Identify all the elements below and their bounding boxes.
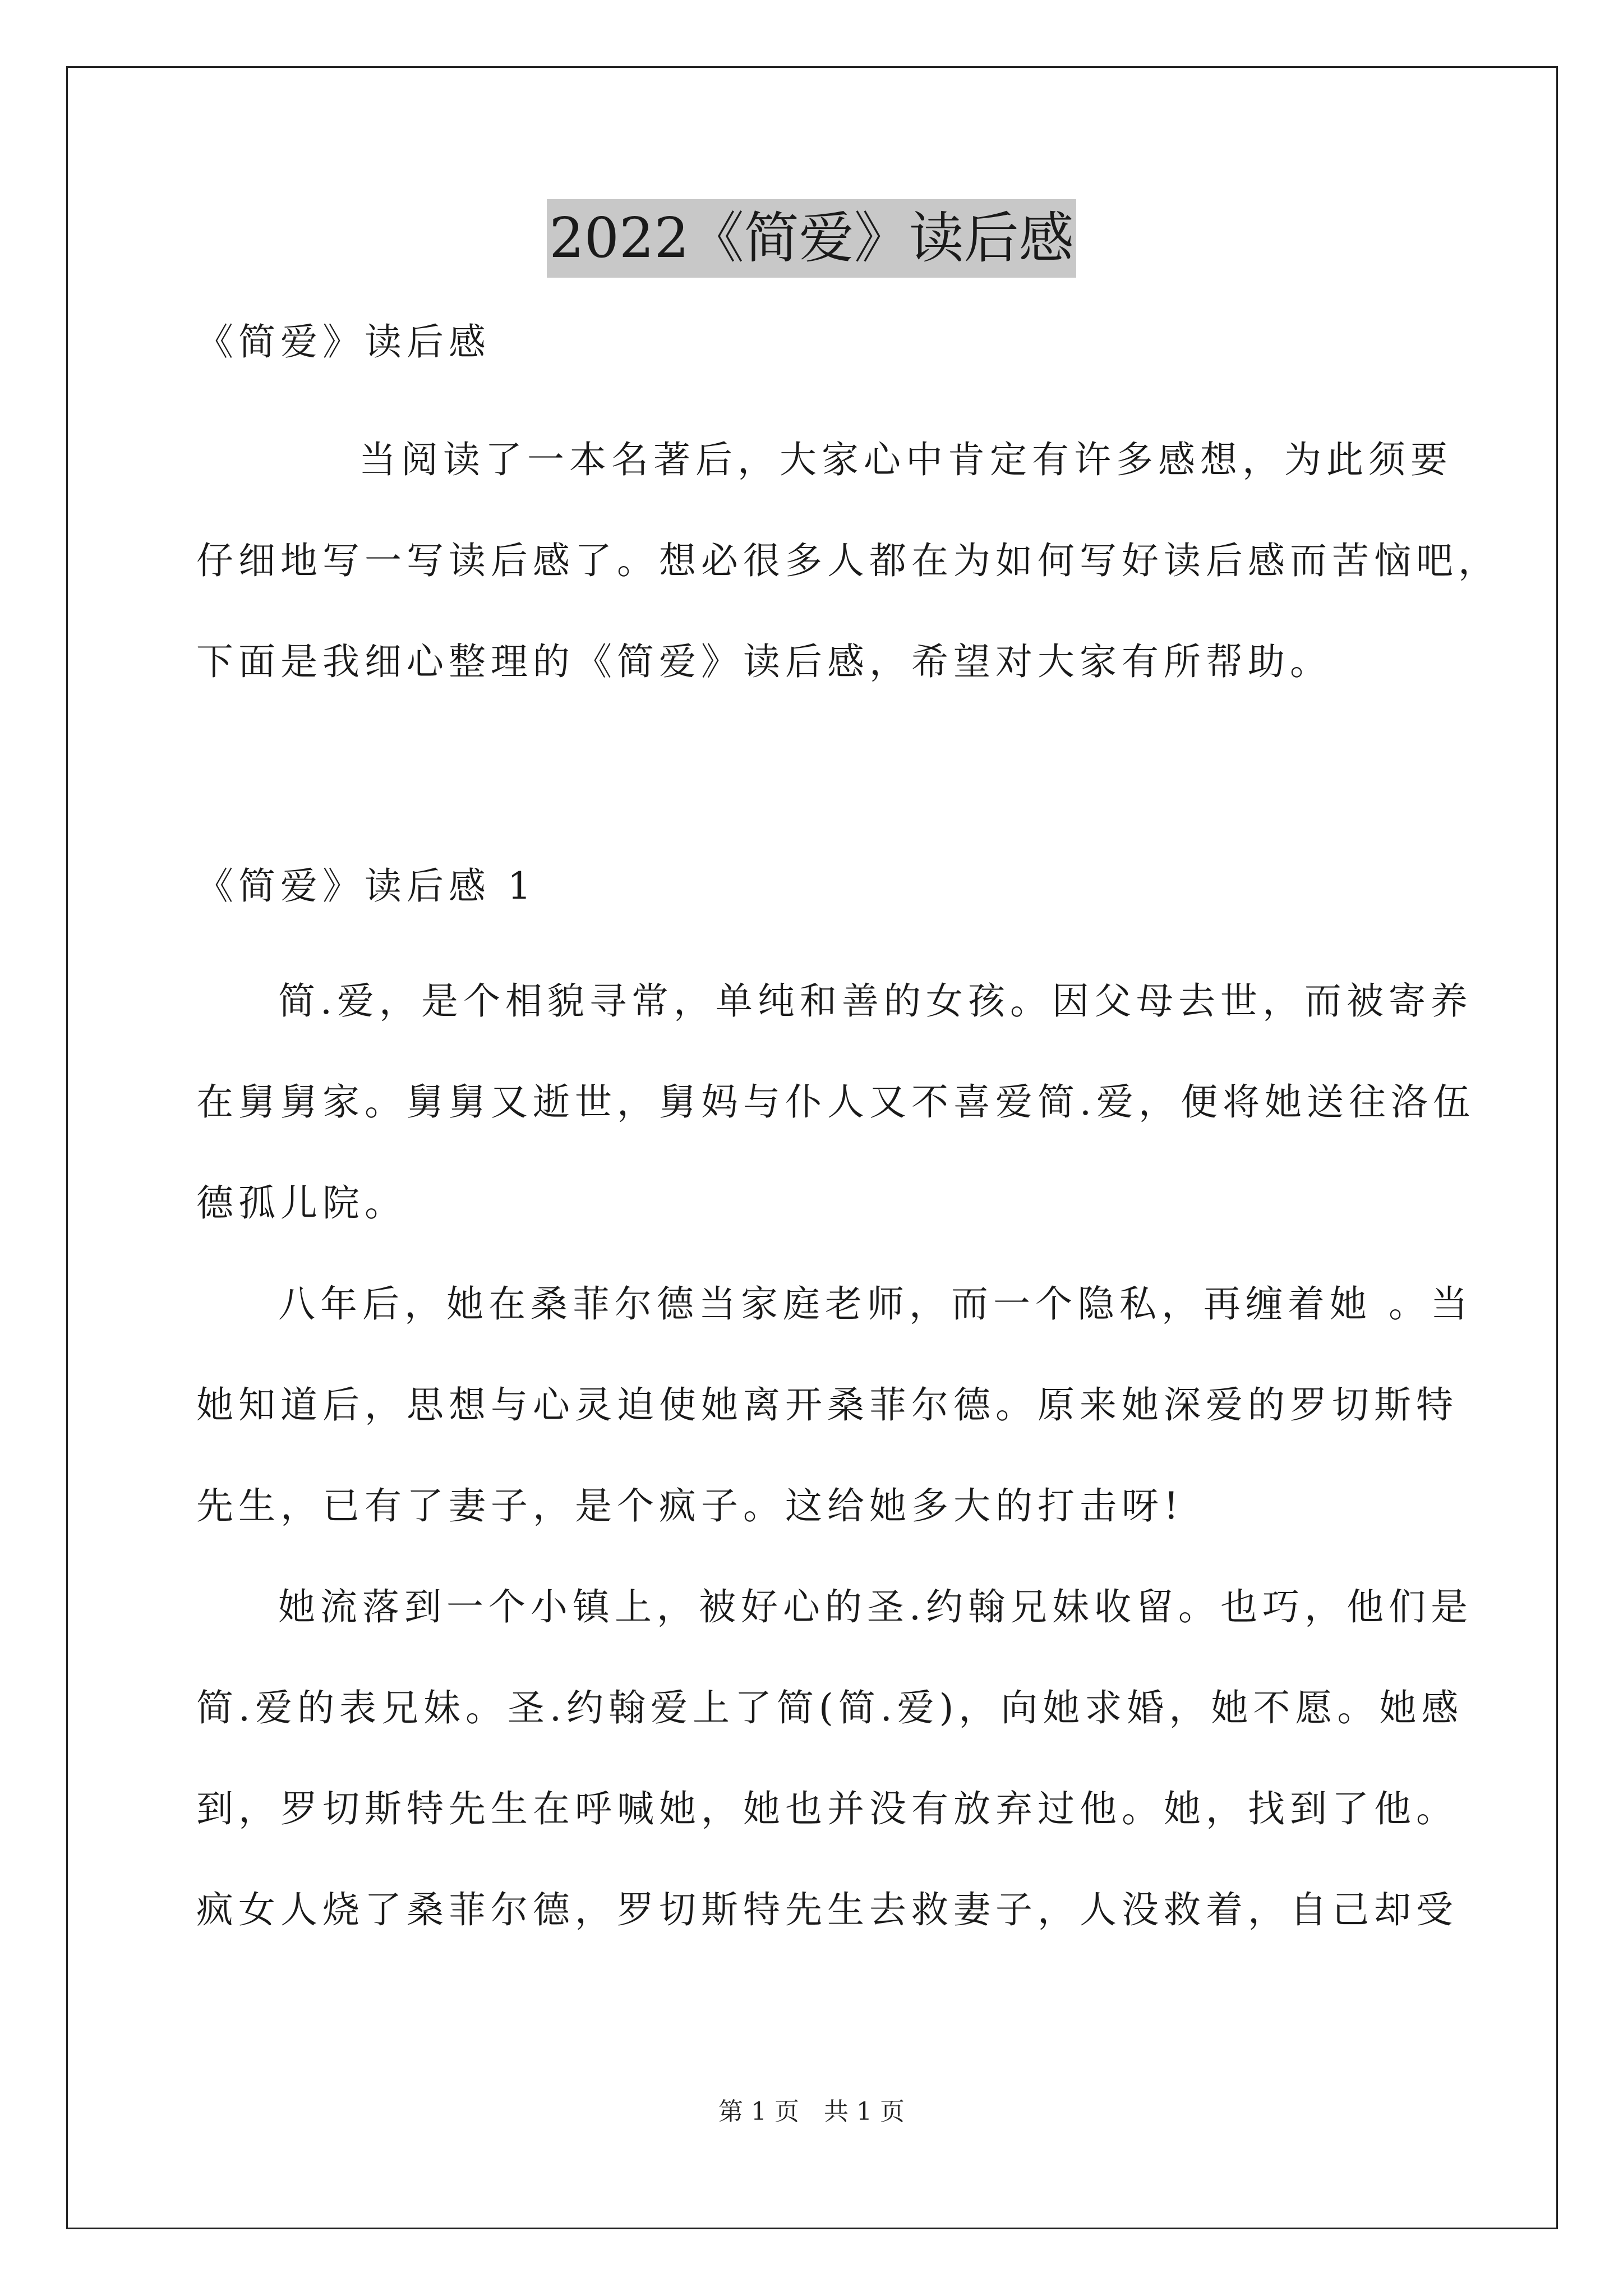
paragraph-line: 她知道后，思想与心灵迫使她离开桑菲尔德。原来她深爱的罗切斯特 (196, 1383, 1458, 1427)
paragraph-line: 她流落到一个小镇上，被好心的圣.约翰兄妹收留。也巧，他们是 (278, 1585, 1473, 1628)
title-container (0, 199, 1623, 278)
paragraph-line: 先生，已有了妻子，是个疯子。这给她多大的打击呀! (196, 1484, 1184, 1527)
intro-paragraph-line: 下面是我细心整理的《简爱》读后感，希望对大家有所帮助。 (196, 640, 1332, 683)
paragraph-line: 疯女人烧了桑菲尔德，罗切斯特先生去救妻子，人没救着，自己却受 (196, 1888, 1458, 1931)
document-title: 2022《简爱》读后感 (547, 199, 1076, 278)
paragraph-line: 简.爱，是个相貌寻常，单纯和善的女孩。因父母去世，而被寄养 (278, 979, 1473, 1023)
section-heading: 《简爱》读后感 1 (196, 864, 536, 908)
page-footer: 第 1 页 共 1 页 (718, 2097, 905, 2126)
intro-paragraph-line: 当阅读了一本名著后，大家心中肯定有许多感想，为此须要 (359, 438, 1453, 481)
intro-paragraph-line: 仔细地写一写读后感了。想必很多人都在为如何写好读后感而苦恼吧， (196, 539, 1500, 582)
intro-heading: 《简爱》读后感 (196, 320, 491, 364)
paragraph-line: 八年后，她在桑菲尔德当家庭老师，而一个隐私，再缠着她 。当 (278, 1282, 1473, 1326)
paragraph-line: 德孤儿院。 (196, 1181, 407, 1225)
paragraph-line: 在舅舅家。舅舅又逝世，舅妈与仆人又不喜爱简.爱，便将她送往洛伍 (196, 1080, 1475, 1124)
paragraph-line: 简.爱的表兄妹。圣.约翰爱上了简(简.爱)，向她求婚，她不愿。她感 (196, 1686, 1464, 1729)
paragraph-line: 到，罗切斯特先生在呼喊她，她也并没有放弃过他。她，找到了他。 (196, 1787, 1458, 1830)
